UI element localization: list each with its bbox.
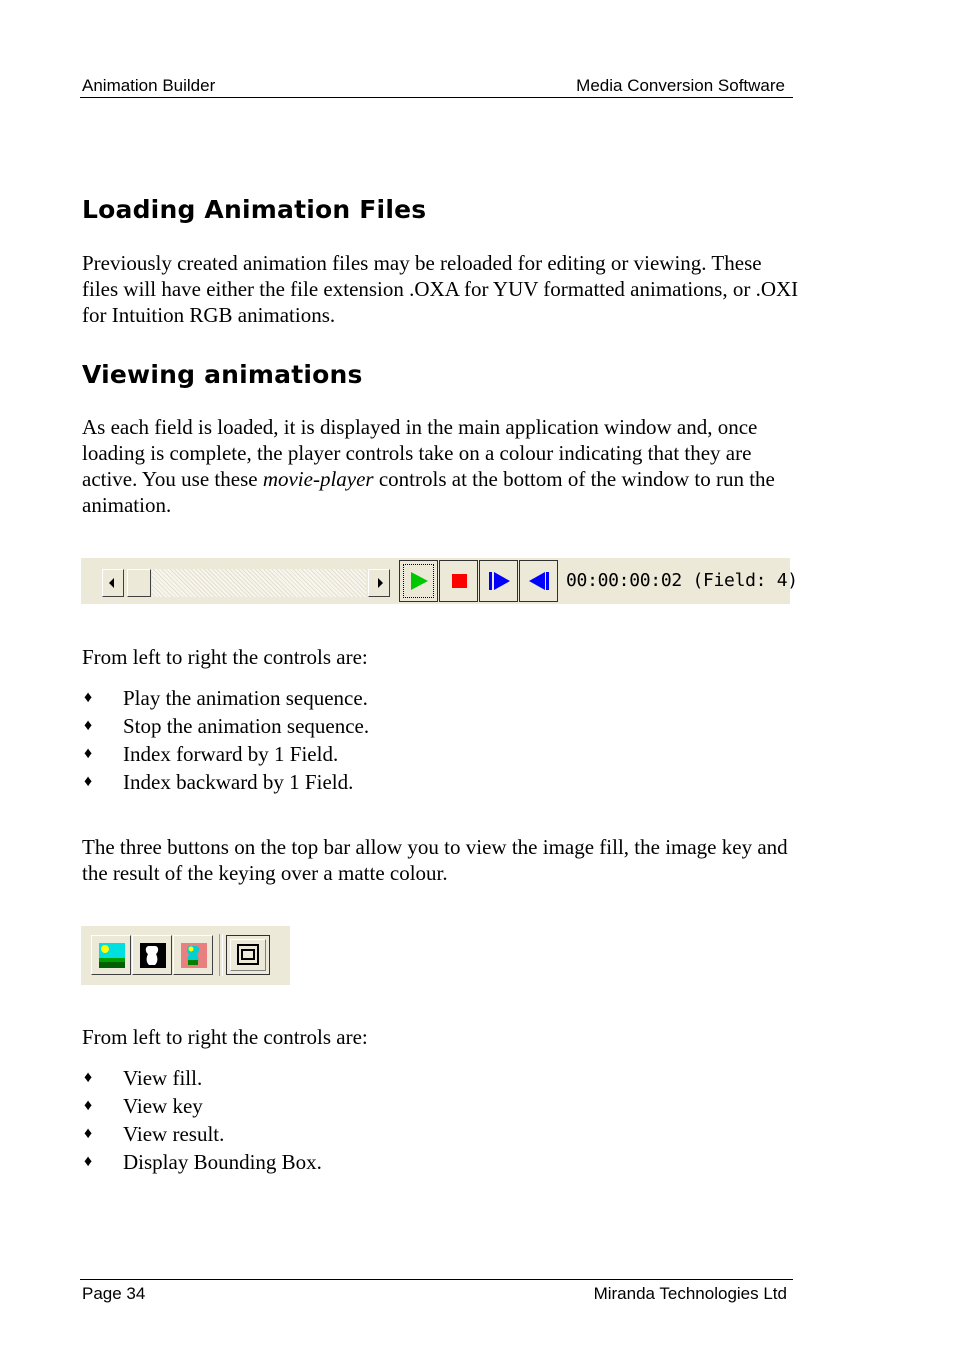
arrow-right-icon [378,578,383,588]
step-backward-icon [529,572,545,590]
bullet-diamond: ♦ [84,717,93,734]
play-button[interactable] [399,560,438,602]
arrow-left-icon [109,578,114,588]
view-result-button[interactable] [173,935,213,975]
list-item-text: View key [123,1094,203,1118]
step-backward-button[interactable] [519,560,558,602]
list-item-text: Display Bounding Box. [123,1150,322,1174]
list-item-text: Index backward by 1 Field. [123,770,354,794]
list-item-text: Stop the animation sequence. [123,714,370,738]
bullet-diamond: ♦ [84,1069,93,1086]
bounding-box-button[interactable] [226,935,270,975]
toolbar-separator [219,934,223,976]
paragraph-viewing-part2: controls at the bottom of the window to run the animation. [82,467,775,517]
page-footer [80,1279,793,1304]
scroll-thumb[interactable] [127,569,151,597]
bounding-box-icon [227,936,269,974]
heading-loading: Loading Animation Files [82,195,427,224]
view-result-icon [174,936,212,974]
bullet-diamond: ♦ [84,689,93,706]
bullet-diamond: ♦ [84,745,93,762]
stop-icon [452,574,467,588]
timecode-readout: 00:00:00:02 (Field: 4) [566,570,798,591]
view-toolbar [81,926,290,985]
scroll-left-button[interactable] [102,569,124,597]
bullet-diamond: ♦ [84,1125,93,1142]
step-forward-button[interactable] [479,560,518,602]
view-key-button[interactable] [132,935,172,975]
play-icon [411,572,428,590]
list-item-text: View result. [123,1122,225,1146]
scroll-track[interactable] [152,569,366,597]
bullet-diamond: ♦ [84,1153,93,1170]
header-right: Media Conversion Software [576,76,785,95]
controls-intro-player: From left to right the controls are: [82,645,368,669]
stop-button[interactable] [439,560,478,602]
page-header [80,75,793,98]
bullet-diamond: ♦ [84,773,93,790]
paragraph-viewing-emphasis: movie-player [262,467,374,491]
step-backward-icon-bar [546,572,549,590]
position-scrollbar[interactable] [102,563,390,598]
paragraph-topbar: The three buttons on the top bar allow you to view the image fill, the image key and the result of the keying over a matte colour. [82,835,788,885]
scroll-right-button[interactable] [368,569,390,597]
step-forward-icon [489,572,492,590]
paragraph-loading: Previously created animation files may be reloaded for editing or viewing. These files will have either the file extension .OXA for YUV formatted animations, or .OXI for Intuition RGB animations. [82,251,799,327]
view-fill-button[interactable] [91,935,131,975]
footer-page-number: Page 34 [82,1284,146,1303]
list-item-text: View fill. [123,1066,203,1090]
bullet-diamond: ♦ [84,1097,93,1114]
footer-company: Miranda Technologies Ltd [593,1284,787,1303]
view-key-icon [133,936,171,974]
player-controls-bar [81,558,798,604]
header-left: Animation Builder [82,76,216,95]
paragraph-viewing [82,414,802,518]
paragraph-viewing-part1: As each field is loaded, it is displayed in the main application window and, once loading is complete, the player controls take on a colour indicating that they are active. You use these [82,415,758,491]
list-item-text: Play the animation sequence. [123,686,368,710]
list-item-text: Index forward by 1 Field. [123,742,339,766]
heading-viewing: Viewing animations [82,360,363,389]
view-fill-icon [92,936,130,974]
step-forward-icon-arrow [494,572,510,590]
controls-intro-view: From left to right the controls are: [82,1025,368,1049]
